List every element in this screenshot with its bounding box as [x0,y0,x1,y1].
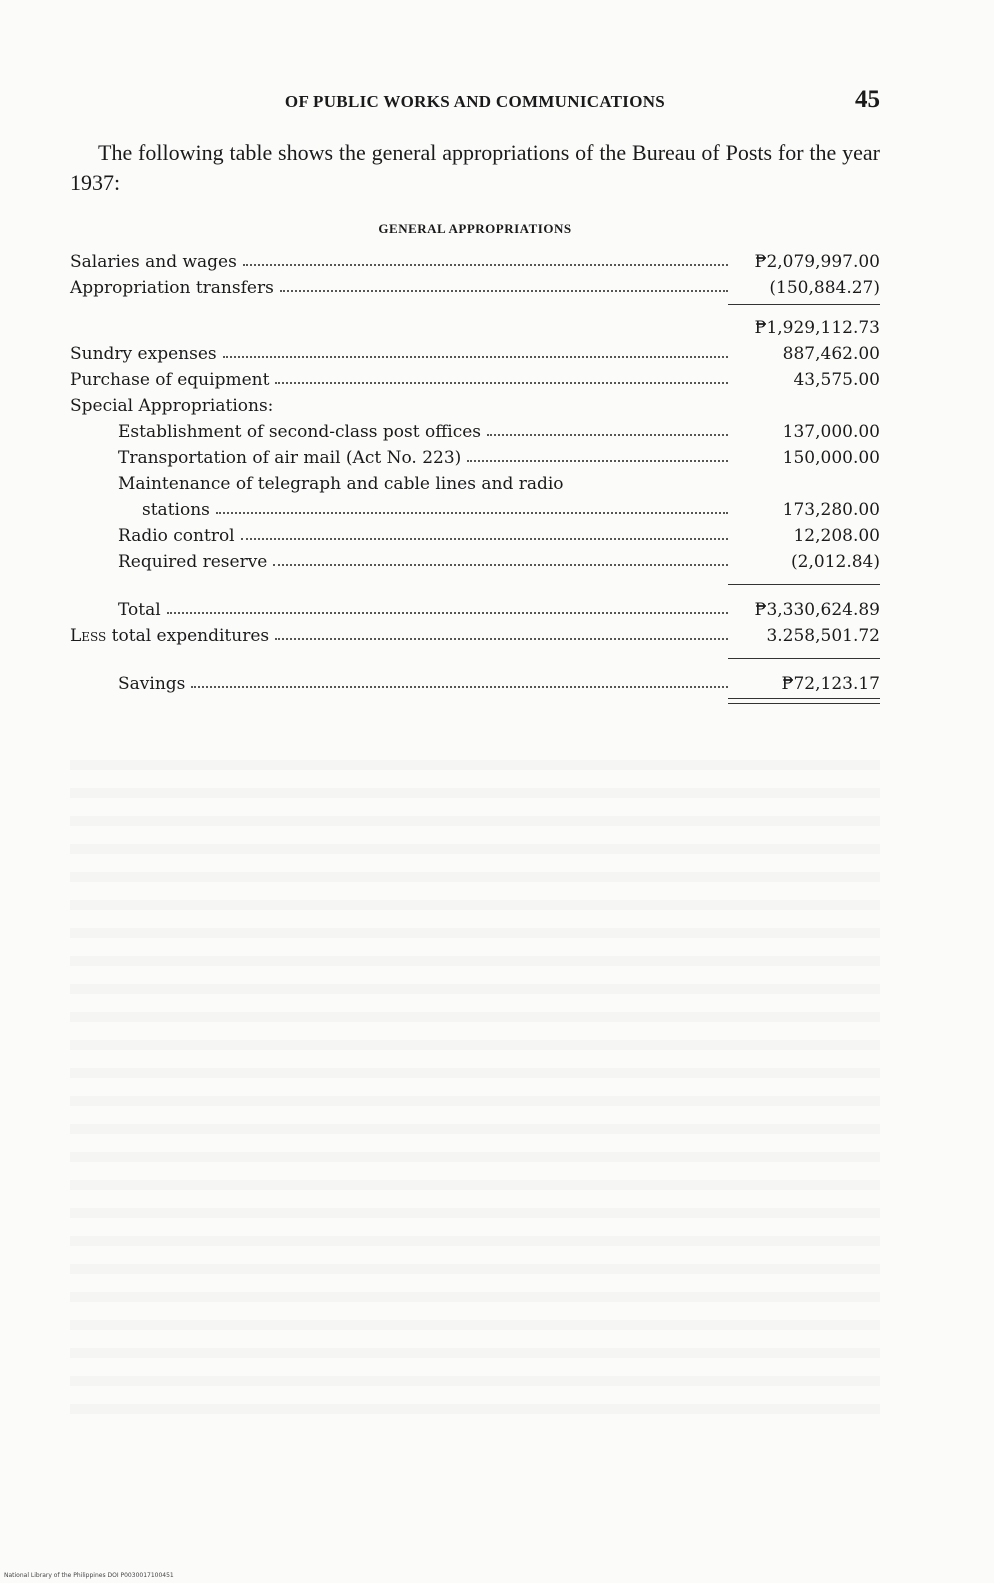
table-row [70,364,880,390]
dot-leader [273,564,728,566]
appropriations-table [70,246,880,712]
row-label [70,626,275,646]
row-label: Required reserve [118,552,268,572]
table-row [70,442,880,468]
table-caption: GENERAL APPROPRIATIONS [378,221,572,236]
dot-leader [216,512,728,514]
row-label: Total [118,600,161,620]
dot-leader [241,538,728,540]
dot-leader [191,686,728,688]
intro-paragraph: The following table shows the general appropriations of the Bureau of Posts for the year 1937: [70,140,880,195]
row-label: Sundry expenses [70,344,217,364]
row-amount: (2,012.84) [791,552,880,572]
dot-leader [487,434,728,436]
total-rule [70,572,880,594]
dot-leader [275,638,728,640]
table-row-savings [70,668,880,694]
running-head [70,86,880,118]
table-row [70,416,880,442]
table-row [70,246,880,272]
table-row [70,272,880,298]
table-row [70,494,880,520]
row-amount: 3.258,501.72 [766,626,880,646]
row-amount: ₱72,123.17 [781,674,880,694]
row-label: Special Appropriations: [70,396,274,416]
double-rule-line [728,698,880,704]
row-amount: 173,280.00 [782,500,880,520]
row-label: Maintenance of telegraph and cable lines and radio [118,474,564,494]
rule-line [728,584,880,585]
dot-leader [275,382,728,384]
rule-line [728,304,880,305]
row-amount: ₱1,929,112.73 [754,318,880,338]
row-amount: 137,000.00 [782,422,880,442]
less-prefix: Less [70,626,107,646]
rule-line [728,658,880,659]
row-label: Savings [118,674,186,694]
page-number: 45 [855,86,880,113]
row-label: Transportation of air mail (Act No. 223) [118,448,462,468]
row-label: stations [142,500,210,520]
row-amount: 12,208.00 [793,526,880,546]
show-through-text [70,760,880,1420]
row-label: Radio control [118,526,235,546]
row-amount: ₱3,330,624.89 [754,600,880,620]
row-amount: (150,884.27) [769,278,880,298]
row-label: Purchase of equipment [70,370,270,390]
subtotal-rule [70,298,880,312]
dot-leader [467,460,728,462]
table-row [70,620,880,646]
row-amount: 150,000.00 [782,448,880,468]
table-row-subtotal [70,312,880,338]
dot-leader [167,612,728,614]
table-section-heading [70,390,880,416]
row-amount: 43,575.00 [793,370,880,390]
table-row-total [70,594,880,620]
table-row [70,520,880,546]
row-label: Establishment of second-class post offices [118,422,482,442]
running-title: OF PUBLIC WORKS AND COMMUNICATIONS [284,92,666,111]
row-amount: ₱2,079,997.00 [754,252,880,272]
dot-leader [243,264,728,266]
dot-leader [223,356,728,358]
row-label-rest: total expenditures [106,626,270,646]
dot-leader [280,290,728,292]
table-row [70,338,880,364]
row-amount: 887,462.00 [782,344,880,364]
table-row [70,546,880,572]
final-double-rule [70,694,880,712]
savings-rule [70,646,880,668]
row-label: Salaries and wages [70,252,237,272]
table-row-continued [70,468,880,494]
scan-credit: National Library of the Philippines DOI P0030017100451 [4,1572,174,1579]
row-label: Appropriation transfers [70,278,274,298]
